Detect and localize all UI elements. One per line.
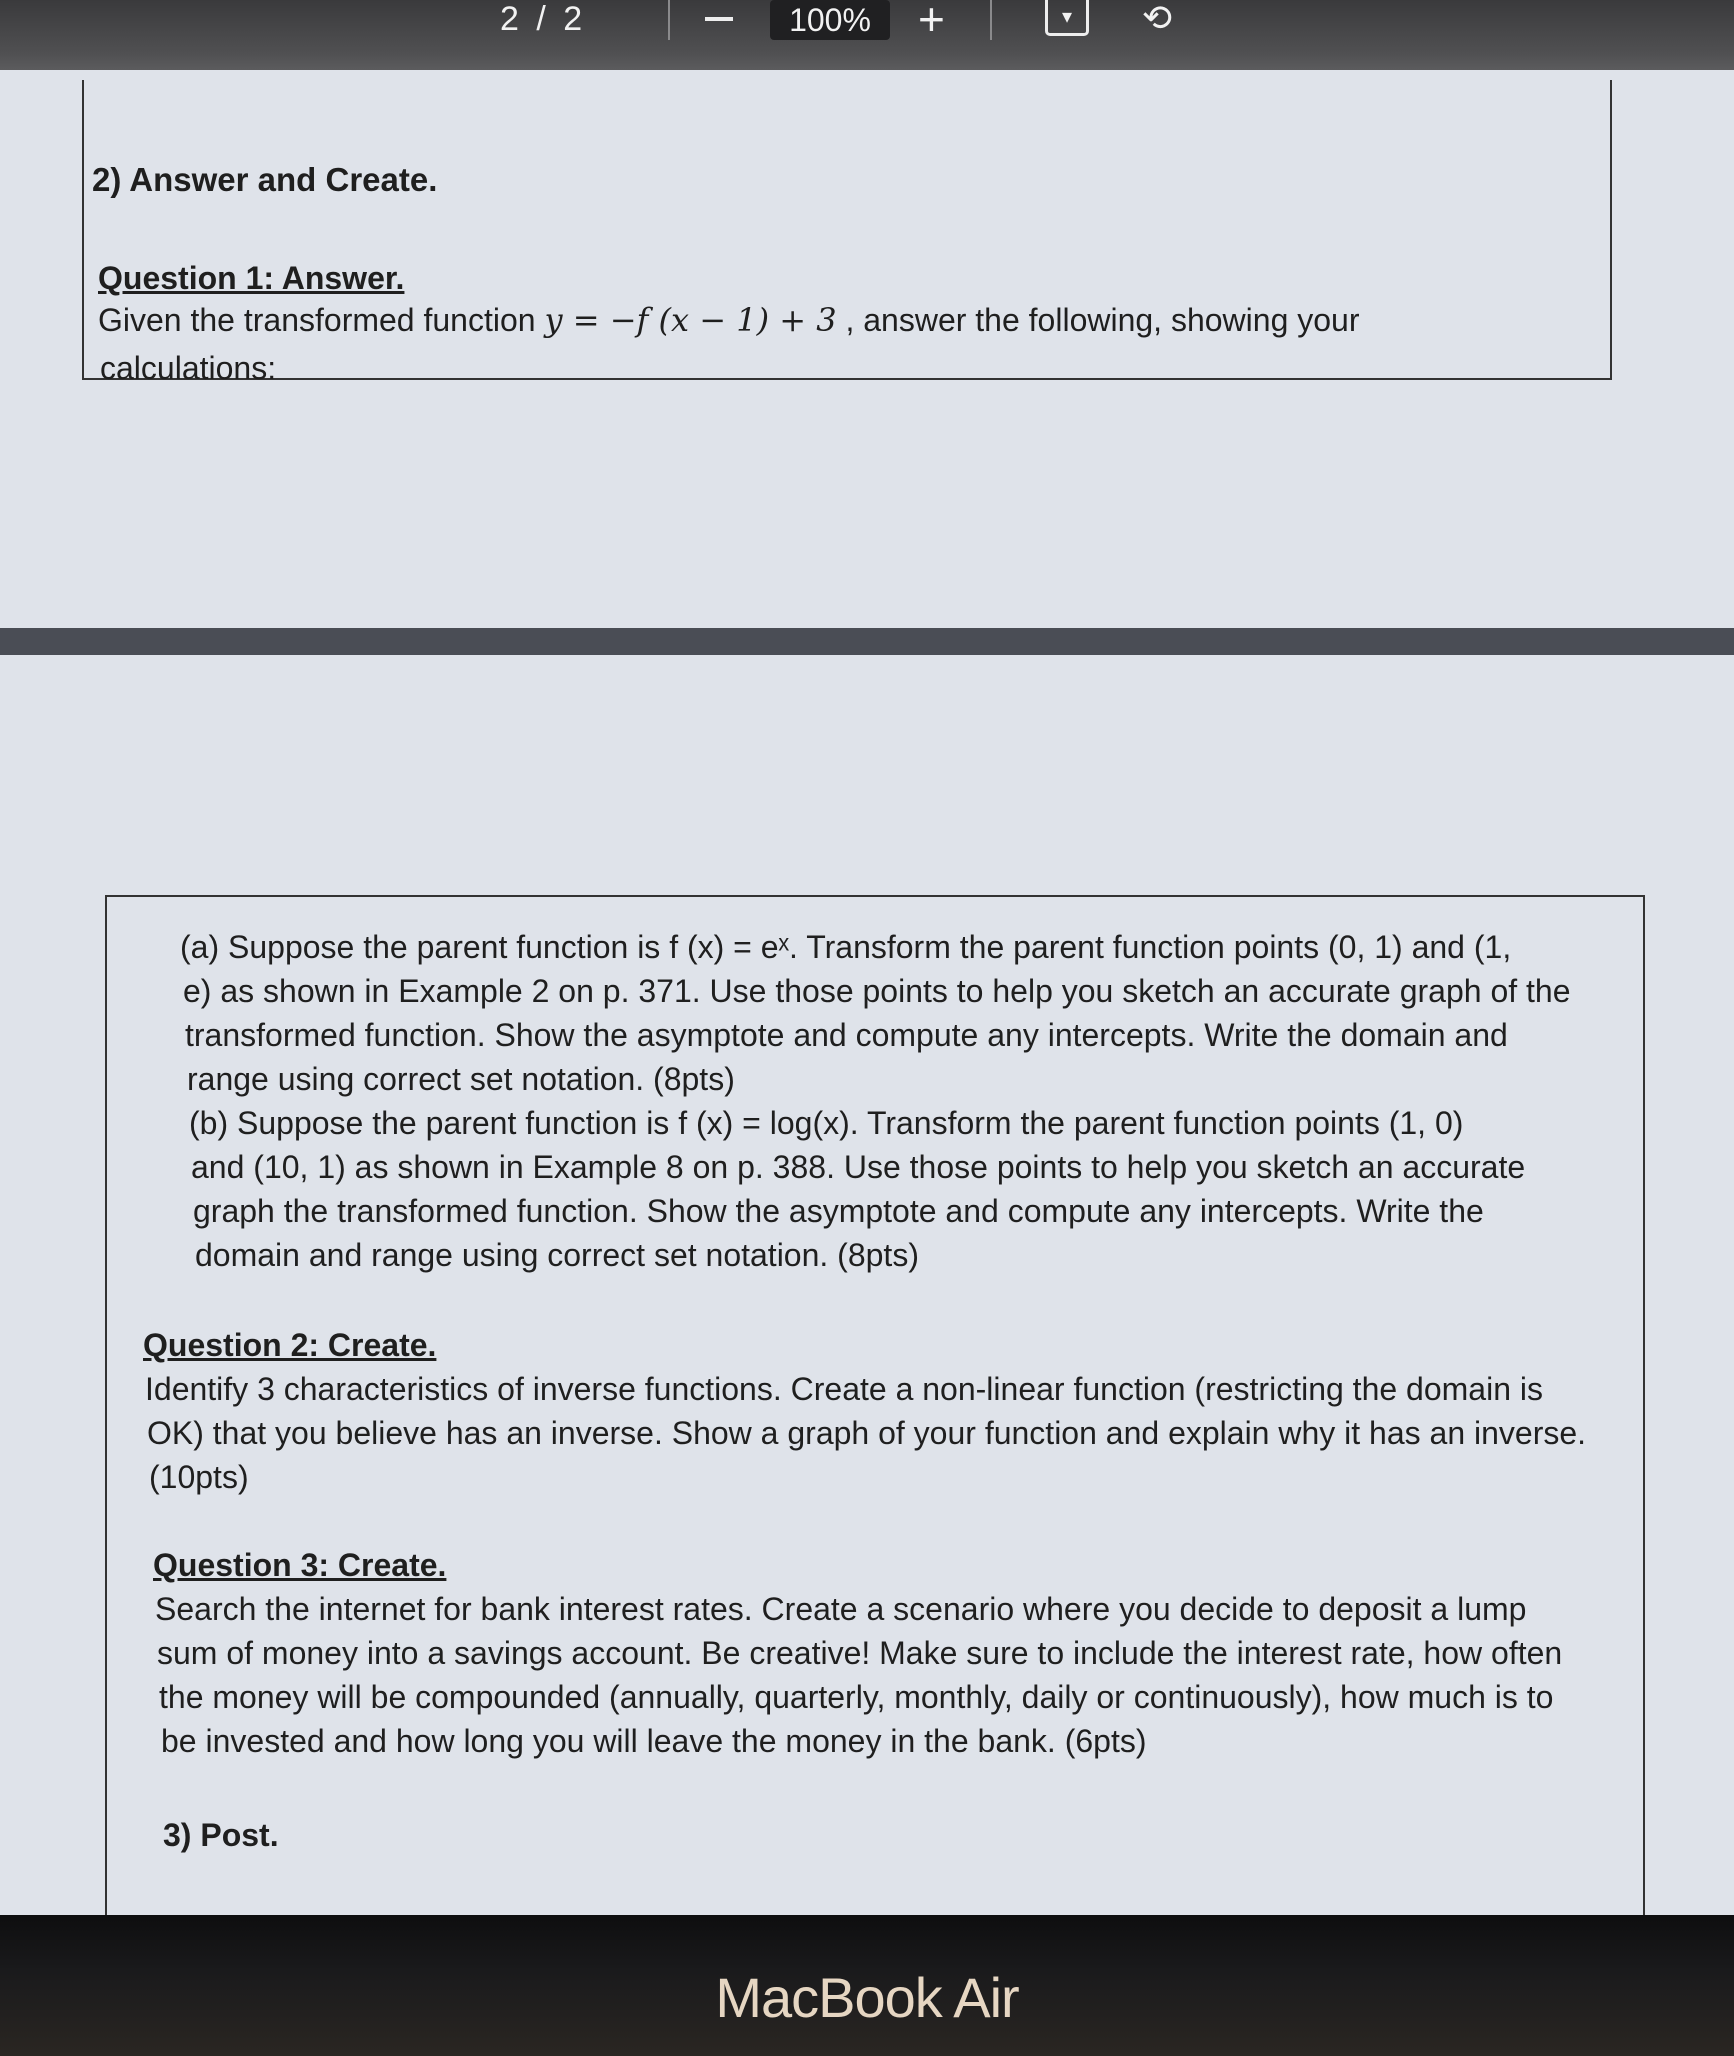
- question-1-title: Question 1: Answer.: [98, 260, 405, 296]
- question-1-text-pre: Given the transformed function: [98, 302, 545, 338]
- part-a-line-3: transformed function. Show the asymptote and compute any intercepts. Write the domain and: [185, 1017, 1508, 1053]
- rotate-icon[interactable]: ⟲: [1141, 0, 1173, 38]
- question-2-line-1: Identify 3 characteristics of inverse functions. Create a non-linear function (restricting the domain is: [145, 1371, 1543, 1407]
- toolbar-divider: [668, 0, 670, 40]
- post-heading: 3) Post.: [163, 1817, 279, 1853]
- pdf-page-1: [0, 70, 1734, 630]
- question-1-text-post: , answer the following, showing your: [836, 302, 1360, 338]
- page-gap: [0, 628, 1734, 658]
- pdf-page-2: [0, 655, 1734, 1915]
- part-b-line-2: and (10, 1) as shown in Example 8 on p. 388. Use those points to help you sketch an accurate: [191, 1149, 1526, 1185]
- question-3-line-1: Search the internet for bank interest rates. Create a scenario where you decide to deposit a lump: [155, 1591, 1527, 1627]
- part-b-line-4: domain and range using correct set notation. (8pts): [195, 1237, 919, 1273]
- section-heading: 2) Answer and Create.: [92, 161, 438, 198]
- part-a-line-1: (a) Suppose the parent function is f (x) = eˣ. Transform the parent function points (0, 1) and (1,: [180, 929, 1512, 965]
- zoom-out-button[interactable]: [705, 0, 735, 38]
- toolbar-divider: [990, 0, 992, 40]
- question-2-line-3: (10pts): [149, 1459, 249, 1495]
- part-b-line-1: (b) Suppose the parent function is f (x) = log(x). Transform the parent function points (1, 0): [189, 1105, 1464, 1141]
- question-1-formula: y = −f (x − 1) + 3: [544, 301, 837, 339]
- part-a-line-2: e) as shown in Example 2 on p. 371. Use those points to help you sketch an accurate graph of the: [183, 973, 1571, 1009]
- question-3-line-4: be invested and how long you will leave the money in the bank. (6pts): [161, 1723, 1147, 1759]
- question-2-line-2: OK) that you believe has an inverse. Show a graph of your function and explain why it has an inverse.: [147, 1415, 1587, 1451]
- zoom-in-button[interactable]: +: [918, 0, 945, 45]
- question-1-text: [98, 298, 1360, 342]
- question-2-title: Question 2: Create.: [143, 1327, 437, 1363]
- part-a-line-4: range using correct set notation. (8pts): [187, 1061, 735, 1097]
- question-1-text-line2: calculations:: [100, 350, 277, 386]
- fit-page-icon[interactable]: ▾: [1045, 0, 1089, 36]
- question-3-line-2: sum of money into a savings account. Be creative! Make sure to include the interest rate, how often: [157, 1635, 1563, 1671]
- question-3-line-3: the money will be compounded (annually, quarterly, monthly, daily or continuously), how much is to: [159, 1679, 1554, 1715]
- part-b-line-3: graph the transformed function. Show the asymptote and compute any intercepts. Write the: [193, 1193, 1484, 1229]
- zoom-level[interactable]: 100%: [770, 0, 890, 40]
- question-3-title: Question 3: Create.: [153, 1547, 447, 1583]
- page-counter: 2 / 2: [500, 0, 587, 38]
- device-label: MacBook Air: [715, 1966, 1019, 2029]
